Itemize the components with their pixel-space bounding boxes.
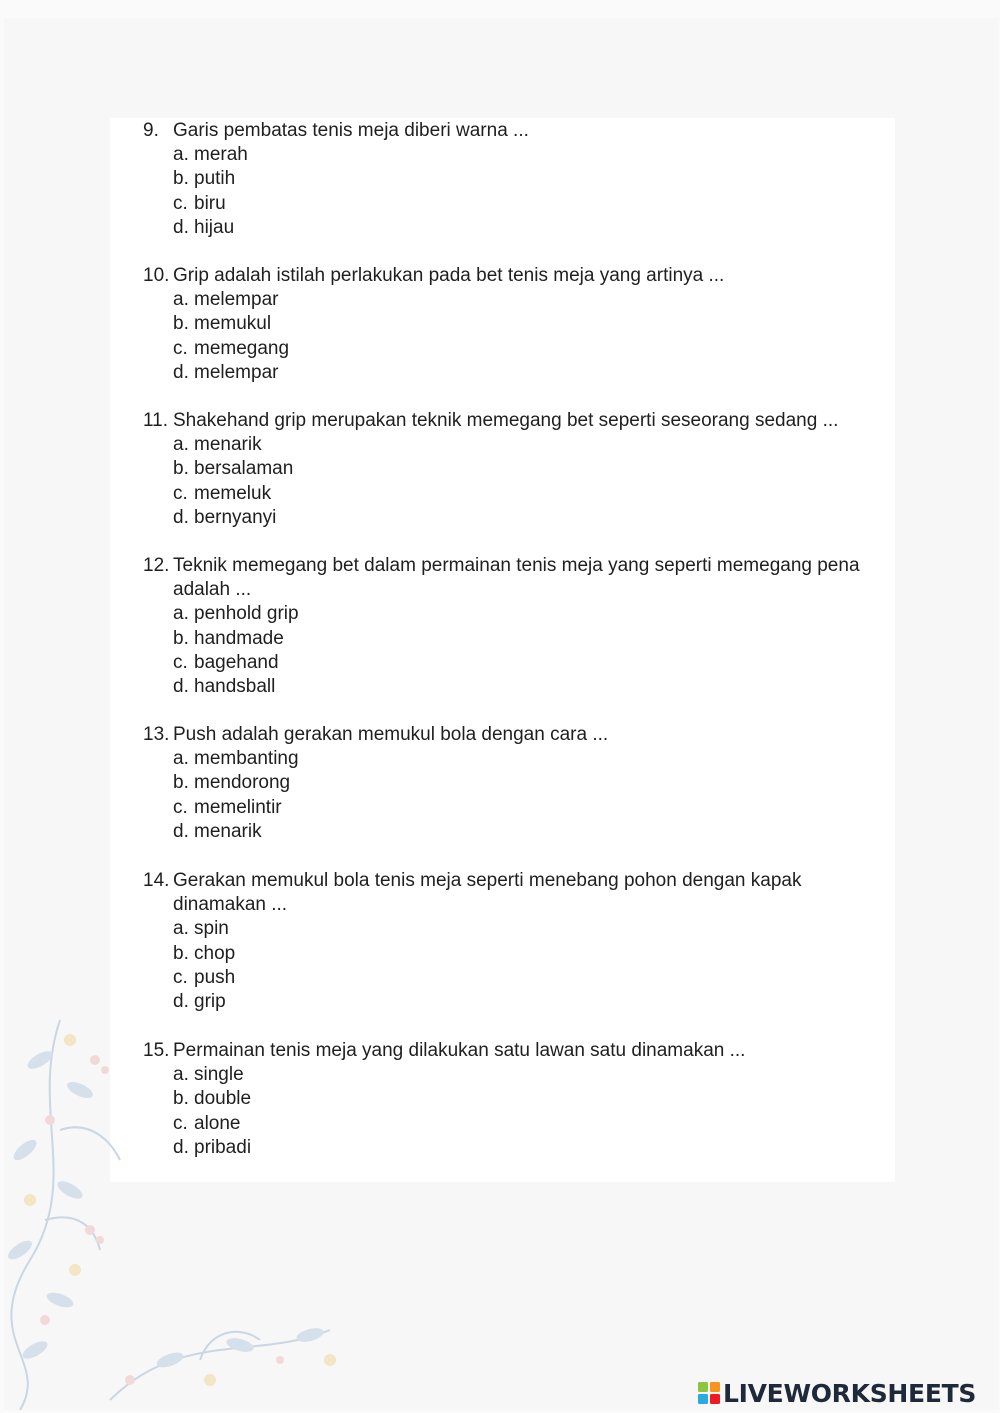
option-text: push: [194, 966, 236, 988]
option-letter: a.: [173, 289, 189, 311]
option-letter: c.: [173, 337, 188, 359]
option-a: [173, 143, 883, 167]
option-letter: b.: [173, 168, 189, 190]
option-d: [173, 506, 883, 530]
option-letter: a.: [173, 434, 189, 456]
option-letter: a.: [173, 748, 189, 770]
option-letter: c.: [173, 192, 188, 214]
option-b: [173, 771, 883, 795]
options-list: [143, 602, 883, 699]
option-d: [173, 361, 883, 385]
option-letter: a.: [173, 918, 189, 940]
question-number: 9.: [143, 120, 159, 141]
option-text: bagehand: [194, 651, 279, 673]
option-letter: a.: [173, 1064, 189, 1086]
option-text: penhold grip: [194, 603, 299, 625]
option-c: [173, 337, 883, 361]
option-text: bernyanyi: [194, 506, 277, 528]
question-number: 10.: [143, 265, 170, 286]
option-text: membanting: [194, 748, 299, 770]
option-text: menarik: [194, 434, 262, 456]
option-a: [173, 433, 883, 457]
option-letter: a.: [173, 144, 189, 166]
option-text: melempar: [194, 289, 279, 311]
option-text: merah: [194, 144, 248, 166]
question-number: 14.: [143, 870, 170, 891]
question-text: Permainan tenis meja yang dilakukan satu lawan satu dinamakan ...: [173, 1040, 746, 1061]
option-letter: d.: [173, 1136, 189, 1158]
question-number: 11.: [143, 410, 169, 431]
question-text: Grip adalah istilah perlakukan pada bet tenis meja yang artinya ...: [173, 265, 725, 286]
question-text: Gerakan memukul bola tenis meja seperti menebang pohon dengan kapak dinamakan ...: [173, 870, 802, 916]
option-a: [173, 917, 883, 941]
option-text: hijau: [194, 216, 235, 238]
option-text: putih: [194, 168, 236, 190]
option-text: grip: [194, 991, 226, 1013]
option-text: biru: [194, 192, 226, 214]
question-9: [143, 119, 883, 240]
liveworksheets-logo[interactable]: [698, 1378, 976, 1408]
question-14: [143, 869, 883, 1014]
options-list: [143, 747, 883, 844]
option-text: spin: [194, 918, 229, 940]
option-b: [173, 942, 883, 966]
option-text: melempar: [194, 361, 279, 383]
option-d: [173, 1136, 883, 1160]
option-letter: d.: [173, 361, 189, 383]
question-text: Push adalah gerakan memukul bola dengan cara ...: [173, 724, 609, 745]
options-list: [143, 917, 883, 1014]
options-list: [143, 1063, 883, 1160]
option-text: single: [194, 1064, 244, 1086]
option-letter: a.: [173, 603, 189, 625]
option-c: [173, 1112, 883, 1136]
option-letter: d.: [173, 676, 189, 698]
option-d: [173, 216, 883, 240]
option-letter: c.: [173, 1112, 188, 1134]
option-text: handmade: [194, 627, 284, 649]
option-text: chop: [194, 942, 236, 964]
option-b: [173, 627, 883, 651]
option-text: alone: [194, 1112, 241, 1134]
option-letter: b.: [173, 1088, 189, 1110]
question-number: 15.: [143, 1040, 170, 1061]
option-letter: b.: [173, 627, 189, 649]
option-d: [173, 675, 883, 699]
option-text: double: [194, 1088, 252, 1110]
option-text: menarik: [194, 820, 262, 842]
option-letter: c.: [173, 966, 188, 988]
option-b: [173, 457, 883, 481]
option-text: handsball: [194, 676, 276, 698]
option-letter: d.: [173, 820, 189, 842]
option-c: [173, 966, 883, 990]
option-letter: b.: [173, 942, 189, 964]
option-text: memegang: [194, 337, 290, 359]
option-text: mendorong: [194, 772, 291, 794]
option-a: [173, 1063, 883, 1087]
option-d: [173, 990, 883, 1014]
option-c: [173, 651, 883, 675]
option-c: [173, 192, 883, 216]
option-letter: c.: [173, 796, 188, 818]
question-text: Garis pembatas tenis meja diberi warna ...: [173, 120, 529, 141]
option-text: memelintir: [194, 796, 282, 818]
option-letter: b.: [173, 313, 189, 335]
option-letter: d.: [173, 216, 189, 238]
question-text: Teknik memegang bet dalam permainan tenis meja yang seperti memegang pena adalah ...: [173, 555, 860, 601]
option-a: [173, 747, 883, 771]
logo-text: LIVEWORKSHEETS: [723, 1378, 977, 1408]
option-text: memeluk: [194, 482, 272, 504]
option-a: [173, 602, 883, 626]
option-c: [173, 796, 883, 820]
question-number: 13.: [143, 724, 170, 745]
option-c: [173, 482, 883, 506]
question-11: [143, 409, 883, 530]
option-b: [173, 312, 883, 336]
option-letter: d.: [173, 506, 189, 528]
option-d: [173, 820, 883, 844]
question-12: [143, 554, 883, 699]
question-number: 12.: [143, 555, 170, 576]
option-text: memukul: [194, 313, 272, 335]
option-text: bersalaman: [194, 458, 294, 480]
question-13: [143, 723, 883, 844]
option-letter: c.: [173, 482, 188, 504]
options-list: [143, 143, 883, 240]
option-a: [173, 288, 883, 312]
option-letter: b.: [173, 772, 189, 794]
question-10: [143, 264, 883, 385]
options-list: [143, 288, 883, 385]
option-letter: b.: [173, 458, 189, 480]
options-list: [143, 433, 883, 530]
option-letter: d.: [173, 991, 189, 1013]
option-letter: c.: [173, 651, 188, 673]
liveworksheets-logo-icon: [698, 1382, 720, 1404]
option-b: [173, 1087, 883, 1111]
question-text: Shakehand grip merupakan teknik memegang bet seperti seseorang sedang ...: [173, 410, 839, 431]
option-b: [173, 167, 883, 191]
option-text: pribadi: [194, 1136, 252, 1158]
question-15: [143, 1039, 883, 1160]
